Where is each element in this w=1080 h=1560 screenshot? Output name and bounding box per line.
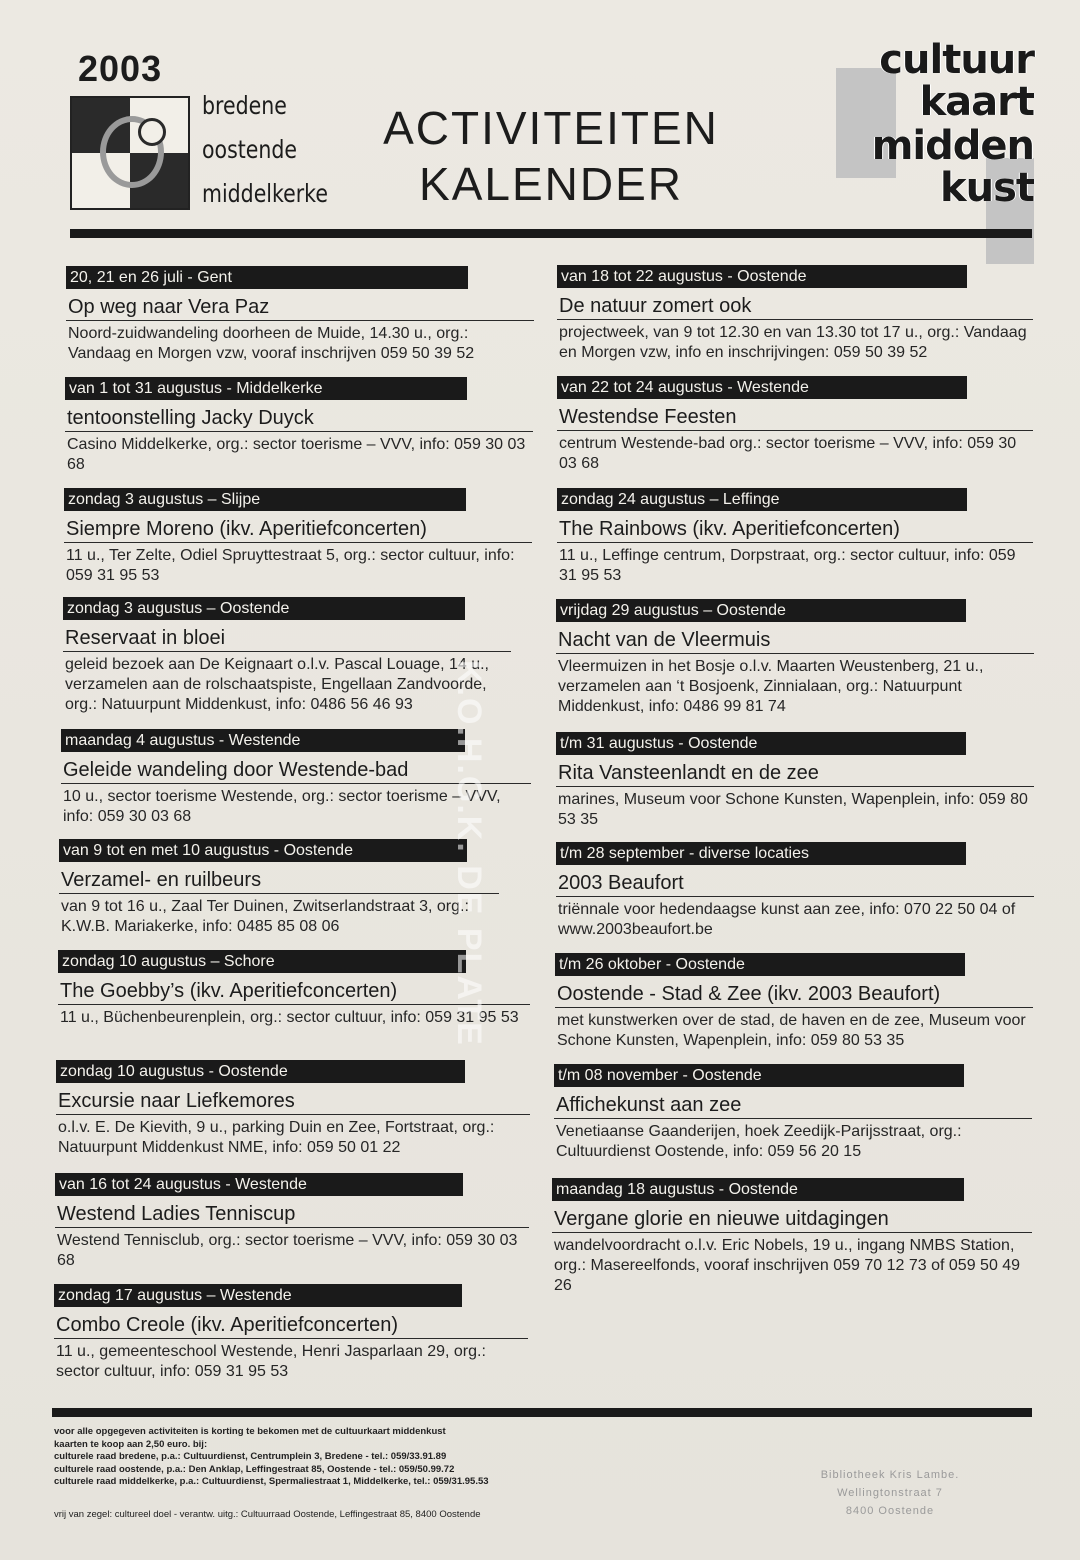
event-description: van 9 tot 16 u., Zaal Ter Duinen, Zwitserlandstraat 3, org.: K.W.B. Mariakerke, info: 0485 85 08 06 — [61, 898, 469, 935]
event-item — [55, 1173, 529, 1271]
event-description: marines, Museum voor Schone Kunsten, Wapenplein, info: 059 80 53 35 — [558, 791, 1028, 828]
event-title: The Rainbows (ikv. Aperitiefconcerten) — [557, 516, 1033, 543]
event-title: Affichekunst aan zee — [554, 1092, 1032, 1119]
event-title: Westendse Feesten — [557, 404, 1033, 431]
event-description: Westend Tennisclub, org.: sector toerisme – VVV, info: 059 30 03 68 — [57, 1232, 518, 1269]
event-date: t/m 31 augustus - Oostende — [556, 732, 966, 755]
town-list — [202, 84, 328, 216]
event-item — [552, 1178, 1032, 1296]
title-line: KALENDER — [419, 158, 683, 210]
event-item — [63, 597, 511, 715]
event-title: Combo Creole (ikv. Aperitiefconcerten) — [54, 1312, 528, 1339]
title-line: ACTIVITEITEN — [383, 102, 719, 154]
event-description: projectweek, van 9 tot 12.30 en van 13.30 tot 17 u., org.: Vandaag en Morgen vzw, info en inschrijvingen: 059 50 39 52 — [559, 324, 1027, 361]
event-description: 11 u., Ter Zelte, Odiel Spruyttestraat 5, org.: sector cultuur, info: 059 31 95 53 — [66, 547, 515, 584]
event-date: van 1 tot 31 augustus - Middelkerke — [65, 377, 467, 400]
event-description: geleid bezoek aan De Keignaart o.l.v. Pascal Louage, 14 u., verzamelen aan de rolschaatspiste, Engellaan Zandvoorde, org.: Natuurpunt Middenkust, info: 0486 56 46 93 — [65, 656, 489, 713]
footer-line: kaarten te koop aan 2,50 euro. bij: — [54, 1438, 208, 1450]
brand-word: midden — [871, 123, 1034, 169]
event-date: maandag 18 augustus - Oostende — [552, 1178, 964, 1201]
event-item — [65, 377, 533, 475]
event-item — [66, 266, 534, 364]
event-description: Vleermuizen in het Bosje o.l.v. Maarten Weustenberg, 21 u., verzamelen aan ‘t Bosjoenk, Zinnialaan, org.: Natuurpunt Middenkust, info: 0486 99 81 74 — [558, 658, 984, 715]
event-title: Verzamel- en ruilbeurs — [59, 867, 499, 894]
event-title: Nacht van de Vleermuis — [556, 627, 1034, 654]
event-description: met kunstwerken over de stad, de haven en de zee, Museum voor Schone Kunsten, Wapenplein, info: 059 80 53 35 — [557, 1012, 1026, 1049]
town-name: middelkerke — [202, 179, 328, 208]
event-description: Venetiaanse Gaanderijen, hoek Zeedijk-Parijsstraat, org.: Cultuurdienst Oostende, info: 059 56 20 15 — [556, 1123, 962, 1160]
divider — [70, 229, 1032, 238]
event-title: 2003 Beaufort — [556, 870, 1034, 897]
event-date: zondag 3 augustus – Slijpe — [64, 488, 466, 511]
event-date: zondag 10 augustus - Oostende — [56, 1060, 465, 1083]
event-date: t/m 26 oktober - Oostende — [555, 953, 965, 976]
cultuurkaart-logo — [836, 37, 1036, 226]
event-title: Rita Vansteenlandt en de zee — [556, 760, 1034, 787]
logo-dot — [138, 118, 166, 146]
event-description: Noord-zuidwandeling doorheen de Muide, 14.30 u., org.: Vandaag en Morgen vzw, vooraf inschrijven 059 50 39 52 — [68, 325, 475, 362]
event-description: triënnale voor hedendaagse kunst aan zee, info: 070 22 50 04 of www.2003beaufort.be — [558, 901, 1016, 938]
event-title: Oostende - Stad & Zee (ikv. 2003 Beaufort) — [555, 981, 1033, 1008]
event-item — [555, 953, 1033, 1051]
watermark: K.O.H.G.K. DE PLATE — [450, 660, 488, 1047]
event-date: zondag 24 augustus – Leffinge — [557, 488, 967, 511]
event-date: van 18 tot 22 augustus - Oostende — [557, 265, 967, 288]
event-date: van 22 tot 24 augustus - Westende — [557, 376, 967, 399]
event-date: zondag 10 augustus – Schore — [58, 950, 466, 973]
page-title — [356, 100, 746, 212]
event-date: t/m 08 november - Oostende — [554, 1064, 964, 1087]
event-item — [556, 599, 1034, 717]
event-item — [556, 842, 1034, 940]
town-logo — [70, 96, 190, 210]
event-date: zondag 17 augustus – Westende — [54, 1284, 462, 1307]
stamp-line: 8400 Oostende — [845, 1505, 935, 1517]
divider — [52, 1408, 1032, 1417]
event-item — [557, 265, 1033, 363]
library-stamp — [820, 1466, 960, 1520]
event-date: van 9 tot en met 10 augustus - Oostende — [59, 839, 467, 862]
event-description: 10 u., sector toerisme Westende, org.: sector toerisme – VVV, info: 059 30 03 68 — [63, 788, 501, 825]
event-description: o.l.v. E. De Kievith, 9 u., parking Duin en Zee, Fortstraat, org.: Natuurpunt Middenkust NME, info: 059 50 01 22 — [58, 1119, 495, 1156]
event-title: tentoonstelling Jacky Duyck — [65, 405, 533, 432]
event-date: t/m 28 september - diverse locaties — [556, 842, 966, 865]
event-item — [59, 839, 499, 937]
event-item — [554, 1064, 1032, 1162]
event-description: wandelvoordracht o.l.v. Eric Nobels, 19 u., ingang NMBS Station, org.: Masereelfonds, vooraf inschrijven 059 70 12 73 of 059 50 49 26 — [554, 1237, 1021, 1294]
event-title: The Goebby’s (ikv. Aperitiefconcerten) — [58, 978, 530, 1005]
year: 2003 — [78, 48, 163, 89]
town-name: oostende — [202, 135, 298, 164]
footer-line: voor alle opgegeven activiteiten is korting te bekomen met de cultuurkaart middenkust — [54, 1426, 446, 1437]
event-title: Vergane glorie en nieuwe uitdagingen — [552, 1206, 1032, 1233]
event-title: Geleide wandeling door Westende-bad — [61, 757, 531, 784]
event-date: zondag 3 augustus – Oostende — [63, 597, 465, 620]
event-title: De natuur zomert ook — [557, 293, 1033, 320]
event-description: 11 u., gemeenteschool Westende, Henri Jasparlaan 29, org.: sector cultuur, info: 059 31 95 53 — [56, 1343, 486, 1380]
brand-word: cultuur — [879, 37, 1034, 83]
event-title: Siempre Moreno (ikv. Aperitiefconcerten) — [64, 516, 532, 543]
event-description: centrum Westende-bad org.: sector toerisme – VVV, info: 059 30 03 68 — [559, 435, 1017, 472]
event-date: maandag 4 augustus - Westende — [61, 729, 465, 752]
event-description: 11 u., Leffinge centrum, Dorpstraat, org.: sector cultuur, info: 059 31 95 53 — [559, 547, 1016, 584]
event-description: 11 u., Büchenbeurenplein, org.: sector cultuur, info: 059 31 95 53 — [60, 1009, 519, 1026]
town-name: bredene — [202, 91, 287, 120]
event-title: Westend Ladies Tenniscup — [55, 1201, 529, 1228]
footer-line: culturele raad oostende, p.a.: Den Anklap, Leffingestraat 85, Oostende - tel.: 059/50.99.72 — [54, 1463, 455, 1475]
event-date: vrijdag 29 augustus – Oostende — [556, 599, 966, 622]
event-date: van 16 tot 24 augustus - Westende — [55, 1173, 463, 1196]
event-title: Op weg naar Vera Paz — [66, 294, 534, 321]
event-date: 20, 21 en 26 juli - Gent — [66, 266, 468, 289]
event-item — [557, 376, 1033, 474]
brand-word: kust — [939, 165, 1034, 211]
event-title: Excursie naar Liefkemores — [56, 1088, 530, 1115]
event-item — [557, 488, 1033, 586]
publisher-note: vrij van zegel: cultureel doel - verantw. uitg.: Cultuurraad Oostende, Leffingestraat 85, 8400 Oostende — [54, 1509, 481, 1520]
event-item — [54, 1284, 528, 1382]
event-description: Casino Middelkerke, org.: sector toerisme – VVV, info: 059 30 03 68 — [67, 436, 526, 473]
event-item — [64, 488, 532, 586]
footer-line: culturele raad bredene, p.a.: Cultuurdienst, Centrumplein 3, Bredene - tel.: 059/33.91.89 — [54, 1451, 447, 1462]
footer-info — [54, 1426, 489, 1489]
brand-word: kaart — [919, 79, 1034, 125]
event-item — [56, 1060, 530, 1158]
event-item — [556, 732, 1034, 830]
footer-line: culturele raad middelkerke, p.a.: Cultuurdienst, Spermaliestraat 1, Middelkerke, tel.: 059/31.95.53 — [54, 1476, 489, 1487]
stamp-line: Bibliotheek Kris Lambe. — [820, 1469, 960, 1481]
event-title: Reservaat in bloei — [63, 625, 511, 652]
stamp-line: Wellingtonstraat 7 — [837, 1487, 943, 1499]
